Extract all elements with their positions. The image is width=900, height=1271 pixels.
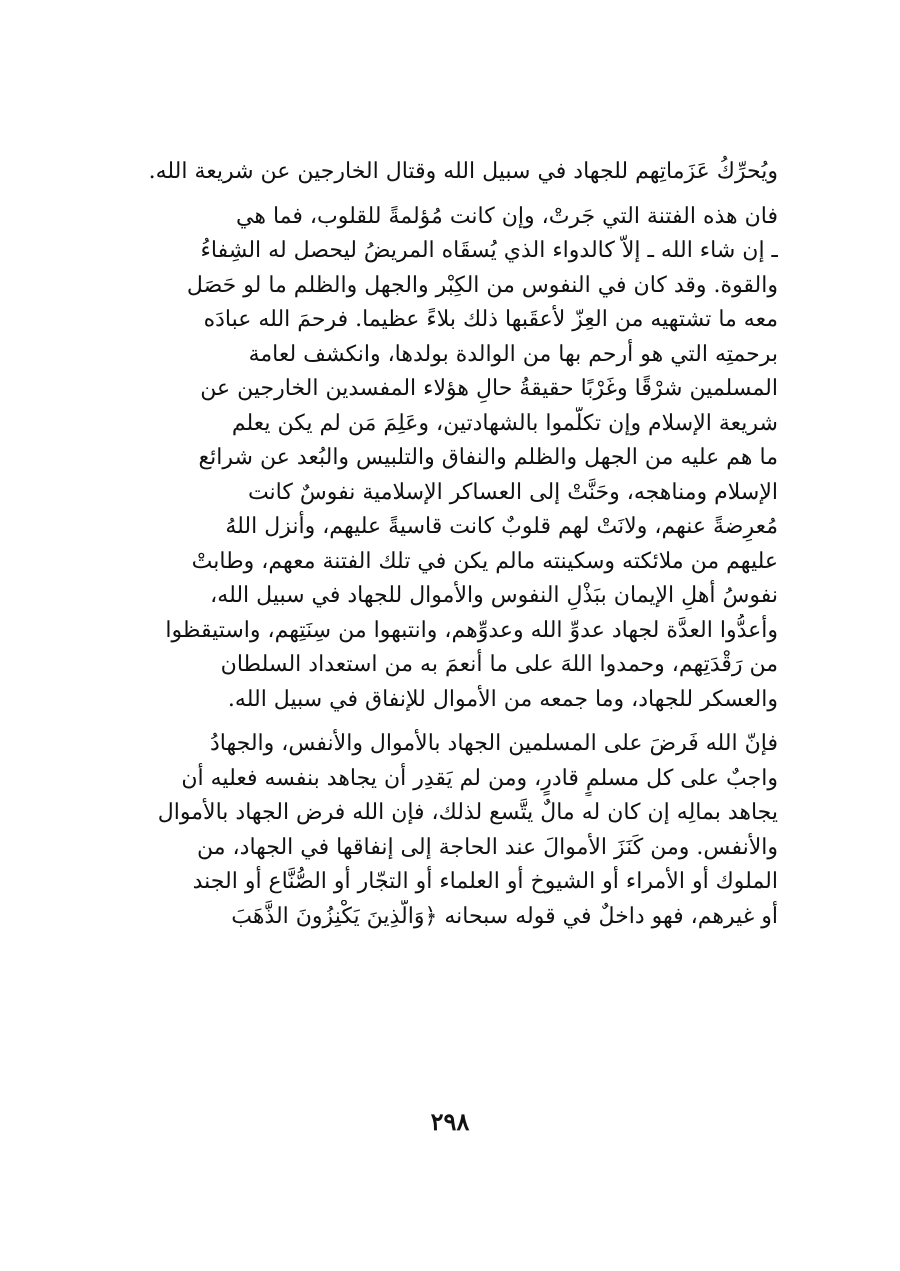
- text-line: والعسكر للجهاد، وما جمعه من الأموال للإنفاق في سبيل الله.: [227, 686, 778, 712]
- paragraph-2: [122, 200, 778, 718]
- text-line: من رَقْدَتِهم، وحمدوا اللهَ على ما أنعمَ به من استعداد السلطان: [220, 652, 778, 677]
- text-line: المسلمين شرْقًا وغَرْبًا حقيقةُ حالِ هؤلاء المفسدين الخارجين عن: [200, 376, 778, 401]
- text-line: فإنّ الله فَرضَ على المسلمين الجهاد بالأموال والأنفس، والجهادُ: [209, 731, 778, 756]
- text-line: يجاهد بمالِه إن كان له مالٌ يتَّسع لذلك، فإن الله فرض الجهاد بالأموال: [157, 800, 778, 825]
- text-line: ويُحرِّكُ عَزَماتِهم للجهاد في سبيل الله وقتال الخارجين عن شريعة الله.: [148, 159, 778, 184]
- text-line: ـ إن شاء الله ـ إلاّ كالدواء الذي يُسقَاه المريضُ ليحصل له الشِفاءُ: [200, 238, 778, 263]
- text-line: الملوك أو الأمراء أو الشيوخ أو العلماء أو التجّار أو الصُّنَّاع أو الجند: [192, 869, 778, 894]
- text-line: والأنفس. ومن كَنَزَ الأموالَ عند الحاجة إلى إنفاقها في الجهاد، من: [197, 834, 778, 860]
- paragraph-3: [122, 727, 778, 934]
- text-line: برحمتِه التي هو أرحم بها من الوالدة بولدها، وانكشف لعامة: [248, 341, 778, 367]
- page-number: ٢٩٨: [430, 1107, 470, 1136]
- text-body: [122, 155, 778, 934]
- text-line: مُعرِضةً عنهم، ولانَتْ لهم قلوبٌ كانت قاسيةً عليهم، وأنزل اللهُ: [225, 514, 778, 539]
- text-line: ما هم عليه من الجهل والظلم والنفاق والتلبيس والبُعد عن شرائع: [198, 445, 778, 470]
- paragraph-spacer: [122, 717, 778, 727]
- text-line: أو غيرهم، فهو داخلٌ في قوله سبحانه ﴿وَالَّذِينَ يَكْنِزُونَ الذَّهَبَ: [231, 903, 778, 929]
- text-line: شريعة الإسلام وإن تكلَّموا بالشهادتين، وعَلِمَ مَن لم يكن يعلم: [231, 410, 778, 436]
- text-line: والقوة. وقد كان في النفوس من الكِبْر والجهل والظلم ما لو حَصَل: [186, 272, 778, 298]
- text-line: وأعدُّوا العدَّة لجهاد عدوِّ الله وعدوِّهم، وانتبهوا من سِنَتِهم، واستيقظوا: [165, 617, 778, 643]
- text-line: فان هذه الفتنة التي جَرتْ، وإن كانت مُؤلمةً للقلوب، فما هي: [236, 203, 778, 229]
- paragraph-spacer: [122, 190, 778, 200]
- paragraph-1: [122, 155, 778, 190]
- text-line: عليهم من ملائكته وسكينته مالم يكن في تلك الفتنة معهم، وطابتْ: [191, 548, 778, 574]
- text-line: الإسلام ومناهجه، وحَنَّتْ إلى العساكر الإسلامية نفوسٌ كانت: [247, 479, 778, 505]
- text-line: نفوسُ أهلِ الإيمان ببَذْلِ النفوس والأموال للجهاد في سبيل الله،: [210, 583, 778, 608]
- text-line: معه ما تشتهيه من العِزّ لأعقَبها ذلك بلاءً عظيما. فرحمَ الله عبادَه: [203, 307, 778, 332]
- text-line: واجبٌ على كل مسلمٍ قادرٍ، ومن لم يَقدِر أن يجاهد بنفسه فعليه أن: [181, 765, 778, 791]
